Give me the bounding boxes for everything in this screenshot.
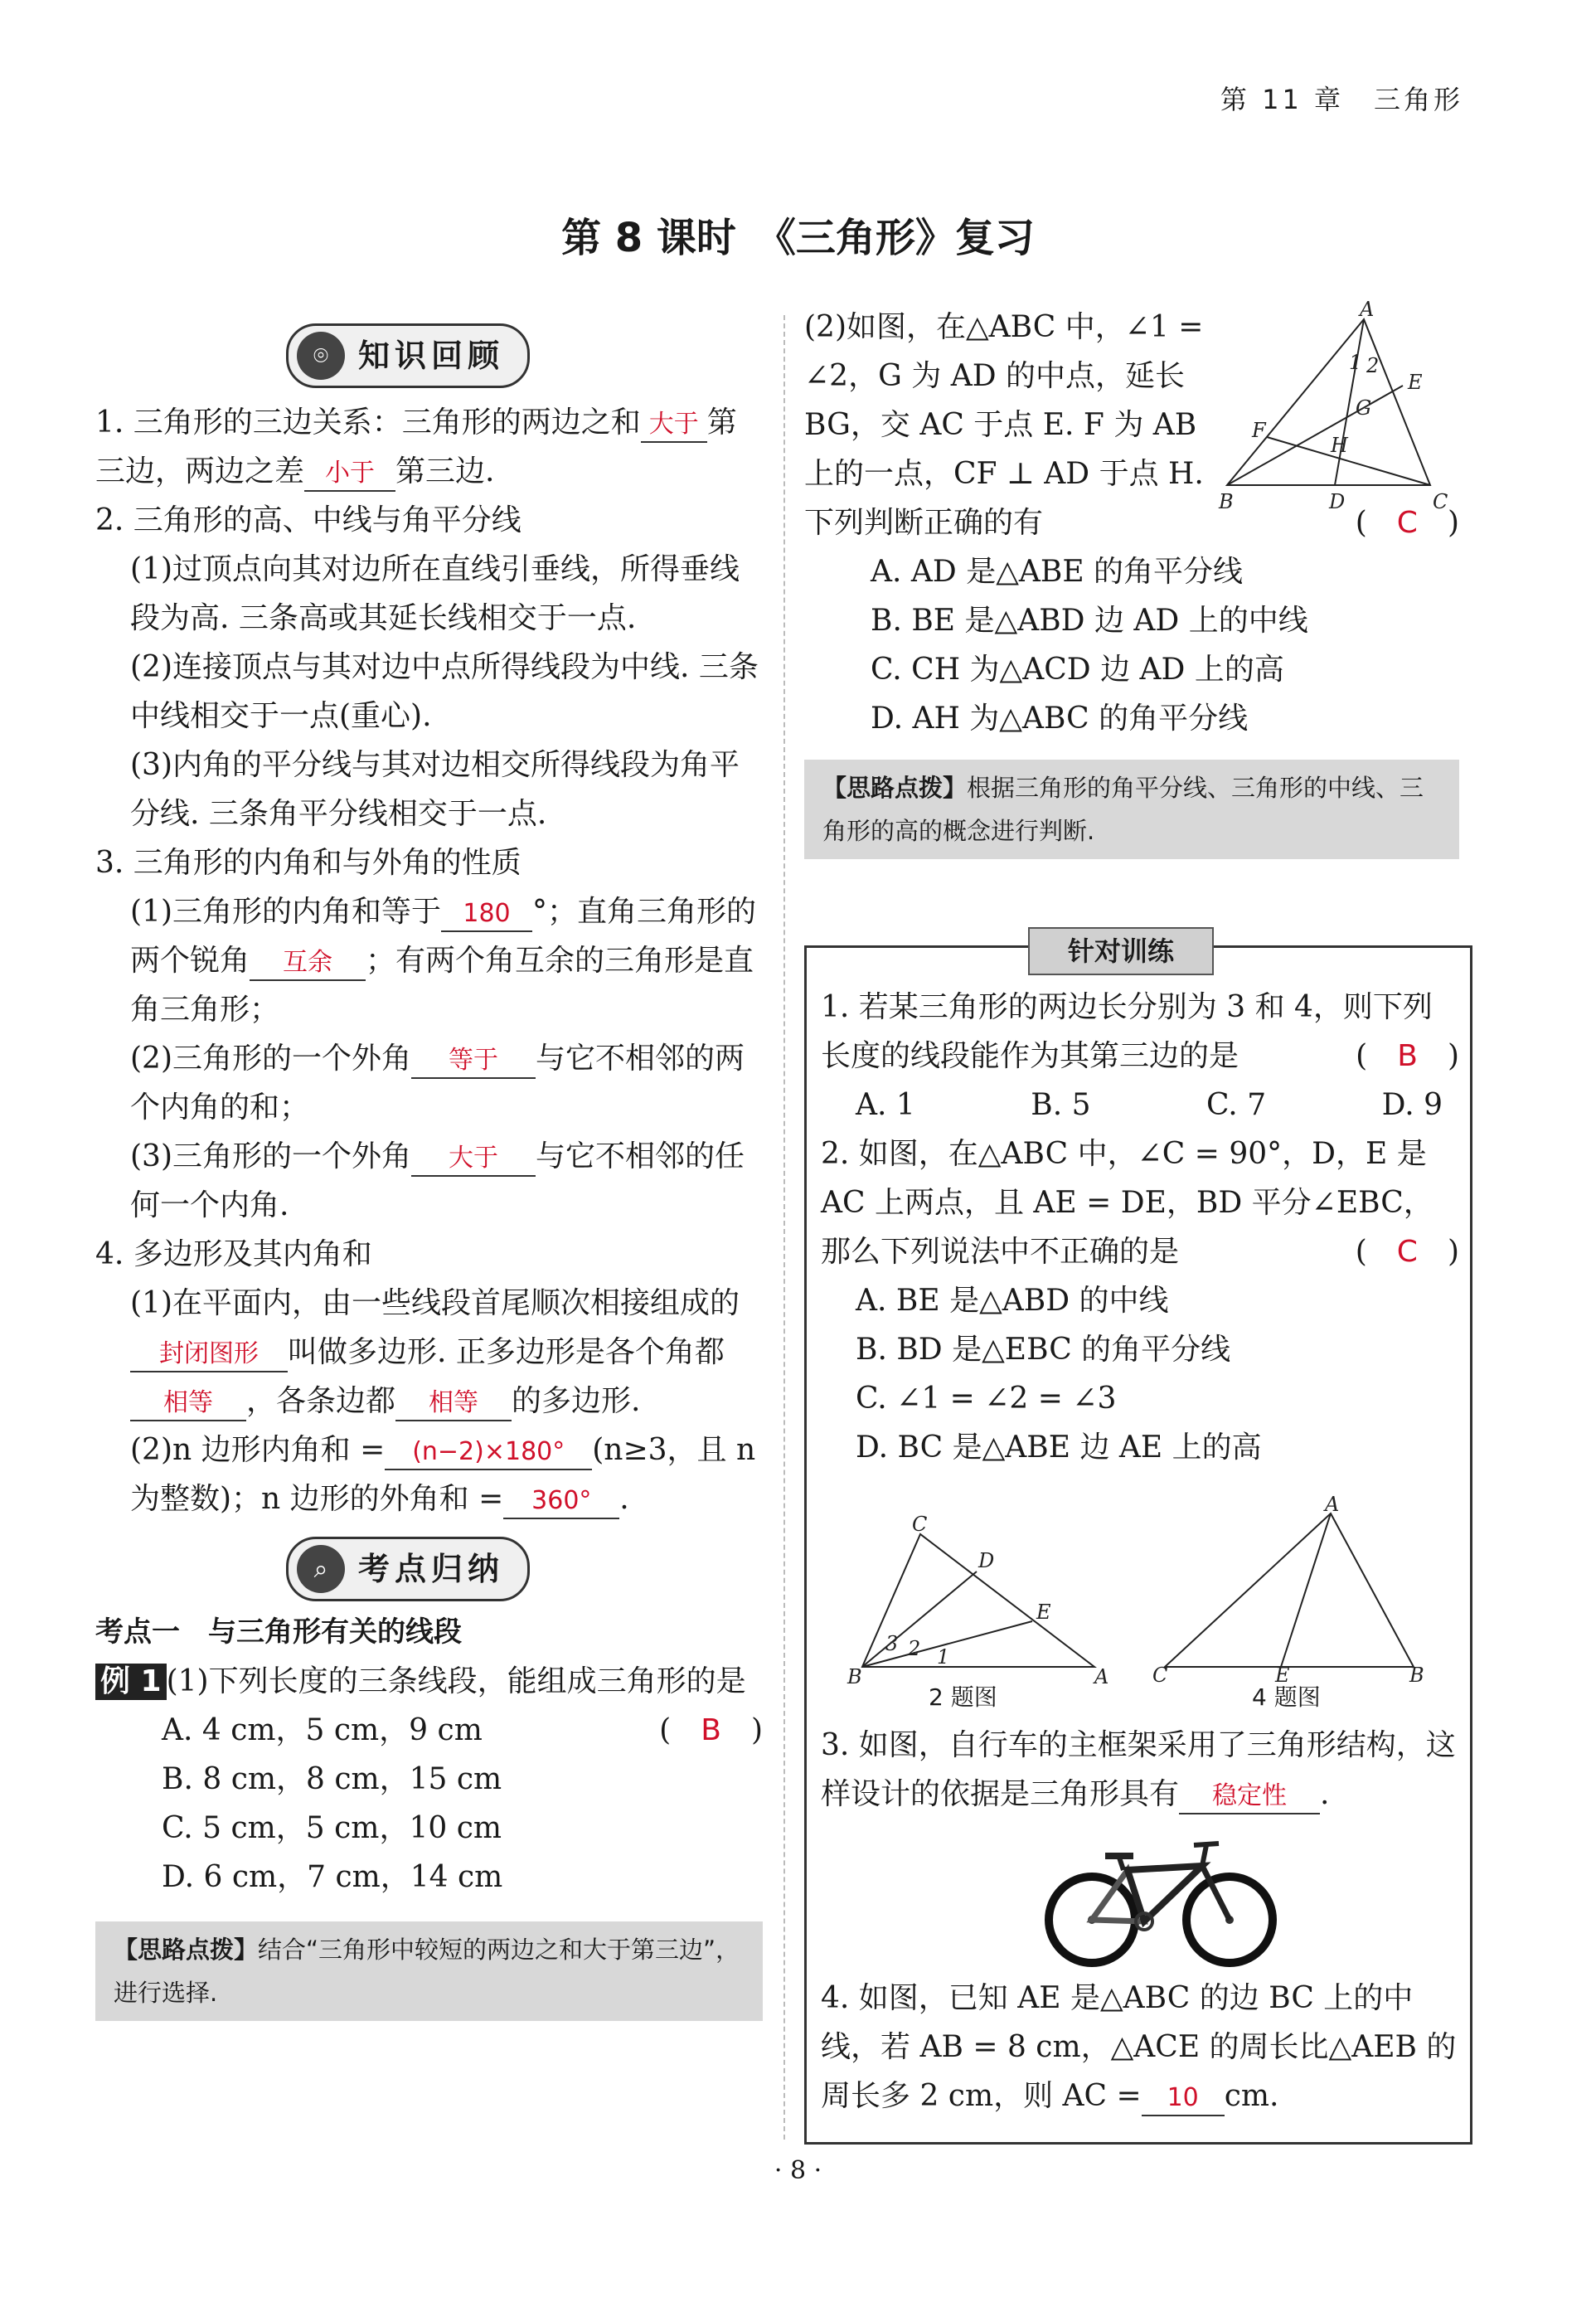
k4-fill-5: 360° [503, 1484, 619, 1519]
fig-label-b: B [1219, 490, 1234, 513]
page-title: 第 8 课时 《三角形》复习 [561, 215, 1035, 261]
example-1-question: 例 1 (1)下列长度的三条线段，能组成三角形的是 ( B ) [95, 1657, 763, 1706]
example-1-answer: B [701, 1713, 721, 1747]
page-number: · 8 · [774, 2156, 822, 2185]
magnifier-icon: ⌕ [297, 1545, 345, 1593]
k1-fill-2: 小于 [304, 457, 395, 492]
column-divider [783, 315, 785, 2140]
t1-question: 1. 若某三角形的两边长分别为 3 和 4，则下列长度的线段能作为其第三边的是 ( B ) [821, 990, 1459, 1073]
banner-points [286, 1537, 530, 1601]
k2-p3: (3)内角的平分线与其对边相交所得线段为角平分线. 三条角平分线相交于一点. [130, 748, 740, 831]
k3-fill-4: 大于 [411, 1142, 536, 1177]
fig-label-1: 1 [1349, 351, 1362, 374]
t1-option: A. 1 [856, 1088, 915, 1122]
k3-c: (3)三角形的一个外角 大于 与它不相邻的任何一个内角. [130, 1139, 745, 1222]
fig2-label-3: 3 [885, 1632, 899, 1655]
fig-label-c: C [1433, 490, 1448, 513]
example-2-option: D. AH 为△ABC 的角平分线 [871, 702, 1249, 736]
right-column [804, 298, 1459, 859]
fig2-label-d: D [978, 1549, 995, 1572]
t3-question: 3. 如图，自行车的主框架采用了三角形结构，这样设计的依据是三角形具有 稳定性 . [821, 1721, 1459, 1819]
k2-p1: (1)过顶点向其对边所在直线引垂线，所得垂线段为高. 三条高或其延长线相交于一点. [130, 552, 740, 635]
t1-option: C. 7 [1206, 1088, 1267, 1122]
bicycle-image [1041, 1829, 1281, 1974]
t2-option: B. BD 是△EBC 的角平分线 [856, 1333, 1231, 1367]
tip-box-1: 【思路点拨】结合“三角形中较短的两边之和大于第三边”，进行选择. [95, 1921, 763, 2021]
t1-option: B. 5 [1031, 1088, 1091, 1122]
k4-fill-4: (n−2)×180° [385, 1435, 592, 1470]
location-pin-icon: ⌾ [297, 332, 345, 380]
chapter-header: 第 11 章 三角形 [1220, 84, 1463, 115]
example-2-option: A. AD 是△ABE 的角平分线 [871, 555, 1244, 589]
k4-b: (2)n 边形内角和 = (n−2)×180° (n≥3，且 n 为整数)；n 边形的外角和 = 360° . [95, 1426, 763, 1523]
k4-a: (1)在平面内，由一些线段首尾顺次相接组成的封闭图形 叫做多边形. 正多边形是各个角都相等 ，各条边都 相等 的多边形. [95, 1279, 763, 1426]
example-1-option: A. 4 cm，5 cm，9 cm [162, 1713, 483, 1747]
banner-review-label: 知识回顾 [358, 337, 505, 374]
fig-label-f: F [1252, 419, 1266, 442]
t2-option: A. BE 是△ABD 的中线 [856, 1284, 1169, 1318]
k4-fill-2: 相等 [130, 1387, 246, 1421]
k3-fill-1: 180 [441, 897, 532, 932]
k4-fill-3: 相等 [395, 1387, 512, 1421]
fig-label-h: H [1331, 434, 1348, 457]
key-point-1: 考点一 与三角形有关的线段 [95, 1615, 462, 1649]
fig4-label-e: E [1275, 1664, 1290, 1687]
figure-problem-4 [1152, 1493, 1434, 1687]
fig2-label-e: E [1036, 1601, 1051, 1624]
t2-question: 2. 如图，在△ABC 中，∠C = 90°，D，E 是 AC 上两点，且 AE = DE，BD 平分∠EBC，那么下列说法中不正确的是 ( C ) [821, 1137, 1459, 1269]
practice-content-3 [821, 1974, 1459, 2120]
t2-option: D. BC 是△ABE 边 AE 上的高 [856, 1431, 1262, 1465]
fig2-label-a: A [1094, 1665, 1109, 1688]
fig4-label-b: B [1409, 1664, 1424, 1687]
t4-fill: 10 [1142, 2082, 1225, 2116]
k4-title: 4. 多边形及其内角和 [95, 1237, 372, 1271]
k4-fill-1: 封闭图形 [130, 1338, 288, 1372]
practice-tag: 针对训练 [1028, 927, 1214, 975]
caption-fig-2: 2 题图 [929, 1683, 997, 1711]
banner-points-label: 考点归纳 [358, 1550, 505, 1587]
fig4-label-c: C [1152, 1664, 1168, 1687]
example-2-option: B. BE 是△ABD 边 AD 上的中线 [871, 604, 1308, 638]
t2-option: C. ∠1 = ∠2 = ∠3 [856, 1382, 1117, 1416]
example-2-option: C. CH 为△ACD 边 AD 上的高 [871, 653, 1284, 687]
k3-fill-2: 互余 [250, 946, 366, 981]
t4-question: 4. 如图，已知 AE 是△ABC 的边 BC 上的中线，若 AB = 8 cm，△ACE 的周长比△AEB 的周长多 2 cm，则 AC = 10 cm. [821, 1974, 1459, 2120]
example-1-option: C. 5 cm，5 cm，10 cm [162, 1811, 502, 1845]
example-tag: 例 1 [95, 1664, 167, 1700]
practice-content [821, 983, 1459, 1472]
k3-fill-3: 等于 [411, 1044, 536, 1079]
example-2-answer: C [1396, 506, 1418, 540]
k1-item: 1. 三角形的三边关系：三角形的两边之和 大于 第三边，两边之差 小于 第三边. [95, 398, 763, 496]
example-1-option: D. 6 cm，7 cm，14 cm [162, 1860, 503, 1894]
k3-title: 3. 三角形的内角和与外角的性质 [95, 846, 521, 880]
practice-content-2 [821, 1721, 1459, 1819]
fig-label-d: D [1329, 490, 1346, 513]
fig-label-e: E [1408, 371, 1423, 394]
example-2-question: (2)如图，在△ABC 中，∠1 = ∠2，G 为 AD 的中点，延长 BG，交 AC 于点 E. F 为 AB 上的一点，CF ⊥ AD 于点 H. 下列判断正确的有 ( C ) [804, 310, 1459, 540]
figure-problem-2 [846, 1513, 1119, 1688]
t1-option: D. 9 [1381, 1088, 1443, 1122]
k3-a: (1)三角形的内角和等于 180 °；直角三角形的两个锐角 互余 ；有两个角互余的三角形是直角三角形； [130, 895, 757, 1027]
t1-answer: B [1397, 1039, 1418, 1073]
fig2-label-1: 1 [937, 1645, 950, 1669]
k3-b: (2)三角形的一个外角 等于 与它不相邻的两个内角的和； [130, 1042, 745, 1125]
tip-box-2: 【思路点拨】根据三角形的角平分线、三角形的中线、三角形的高的概念进行判断. [804, 760, 1459, 859]
banner-review [286, 323, 530, 388]
k2-p2: (2)连接顶点与其对边中点所得线段为中线. 三条中线相交于一点(重心). [130, 650, 759, 733]
fig4-label-a: A [1325, 1493, 1340, 1516]
figure-example-2 [1219, 298, 1459, 513]
fig-label-a: A [1360, 298, 1375, 321]
t2-answer: C [1396, 1235, 1418, 1269]
example-1-option: B. 8 cm，8 cm，15 cm [162, 1762, 502, 1796]
fig-label-2: 2 [1366, 354, 1380, 377]
left-column [95, 337, 763, 2021]
caption-fig-4: 4 题图 [1252, 1683, 1321, 1711]
t3-fill: 稳定性 [1179, 1780, 1320, 1814]
fig2-label-2: 2 [908, 1637, 921, 1660]
fig2-label-b: B [847, 1665, 862, 1688]
k2-title: 2. 三角形的高、中线与角平分线 [95, 503, 521, 537]
fig2-label-c: C [912, 1513, 928, 1536]
fig-label-g: G [1356, 396, 1372, 420]
t1-options [821, 1081, 1459, 1129]
k1-fill-1: 大于 [641, 408, 707, 443]
